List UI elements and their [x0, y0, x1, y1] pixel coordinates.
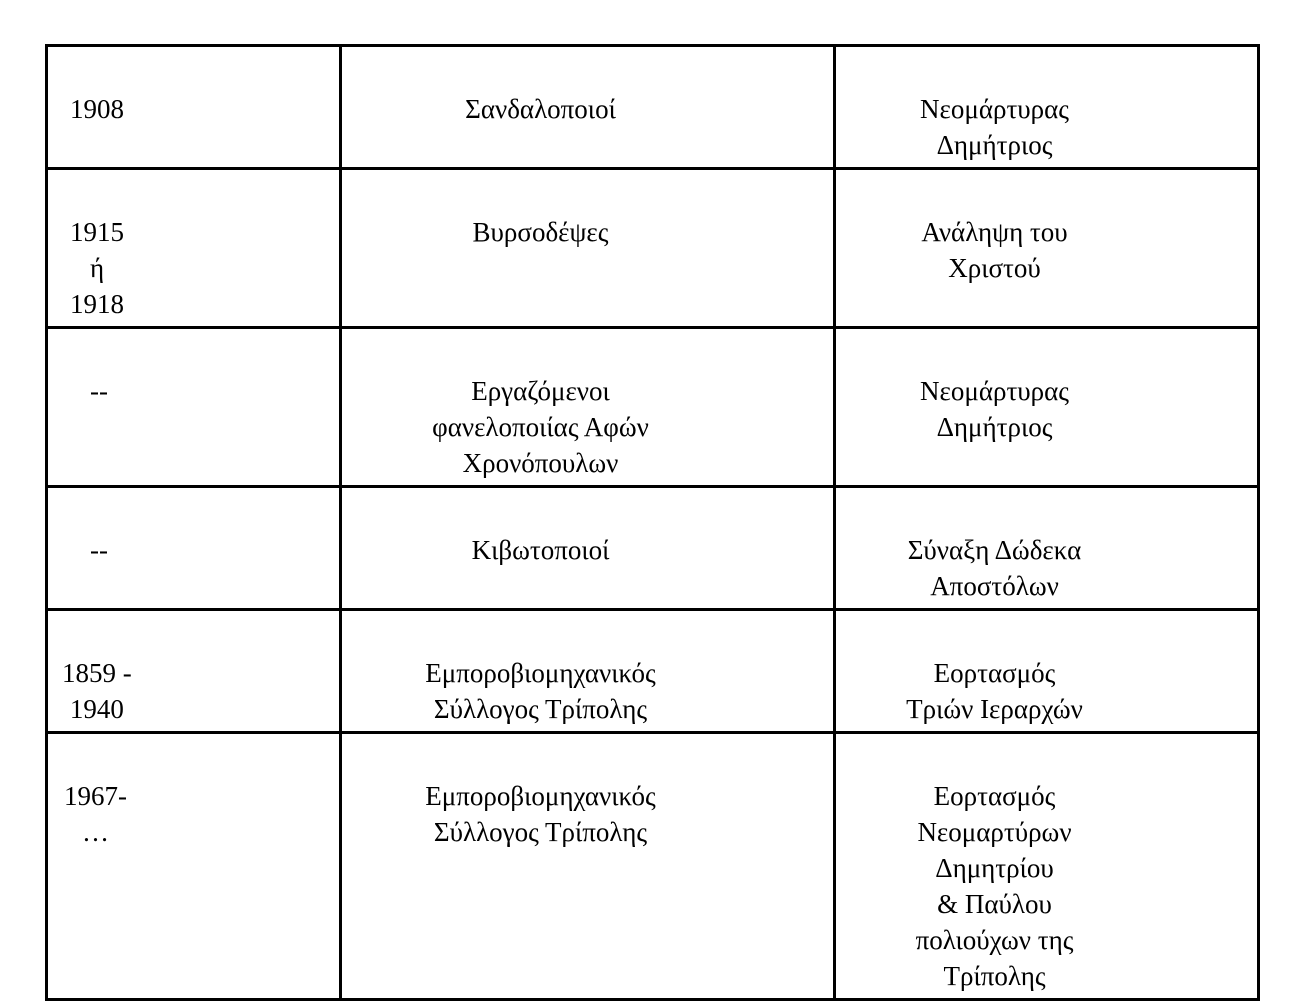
feast-cell	[835, 487, 1259, 610]
group-text: Εργαζόμενοι φανελοποιίας Αφών Χρονόπουλων	[432, 376, 649, 478]
year-text: --	[90, 535, 108, 565]
year-text: 1967- …	[64, 781, 127, 847]
year-cell	[47, 733, 341, 1000]
group-cell	[341, 328, 835, 487]
group-cell	[341, 733, 835, 1000]
year-text: 1908	[70, 94, 124, 124]
table-row	[47, 169, 1259, 328]
group-text: Κιβωτοποιοί	[471, 535, 610, 565]
guilds-table	[45, 44, 1260, 1001]
feast-cell	[835, 328, 1259, 487]
feast-text: Σύναξη Δώδεκα Αποστόλων	[907, 535, 1082, 601]
year-cell	[47, 46, 341, 169]
year-cell	[47, 610, 341, 733]
year-cell	[47, 487, 341, 610]
year-cell	[47, 328, 341, 487]
year-text: --	[90, 376, 108, 406]
table-row	[47, 46, 1259, 169]
feast-text: Νεομάρτυρας Δημήτριος	[920, 94, 1069, 160]
feast-cell	[835, 733, 1259, 1000]
group-text: Εμποροβιομηχανικός Σύλλογος Τρίπολης	[425, 781, 656, 847]
table-row	[47, 487, 1259, 610]
group-text: Σανδαλοποιοί	[465, 94, 616, 124]
year-cell	[47, 169, 341, 328]
year-text: 1859 - 1940	[62, 658, 132, 724]
table-row	[47, 328, 1259, 487]
group-text: Βυρσοδέψες	[472, 217, 609, 247]
table-row	[47, 733, 1259, 1000]
feast-text: Εορτασμός Τριών Ιεραρχών	[906, 658, 1083, 724]
group-cell	[341, 46, 835, 169]
feast-cell	[835, 169, 1259, 328]
group-cell	[341, 169, 835, 328]
group-cell	[341, 610, 835, 733]
table-row	[47, 610, 1259, 733]
feast-text: Νεομάρτυρας Δημήτριος	[920, 376, 1069, 442]
year-text: 1915 ή 1918	[70, 217, 124, 319]
group-text: Εμποροβιομηχανικός Σύλλογος Τρίπολης	[425, 658, 656, 724]
feast-cell	[835, 46, 1259, 169]
group-cell	[341, 487, 835, 610]
feast-text: Εορτασμός Νεομαρτύρων Δημητρίου & Παύλου πολιούχων της Τρίπολης	[915, 781, 1074, 991]
feast-text: Ανάληψη του Χριστού	[921, 217, 1068, 283]
feast-cell	[835, 610, 1259, 733]
